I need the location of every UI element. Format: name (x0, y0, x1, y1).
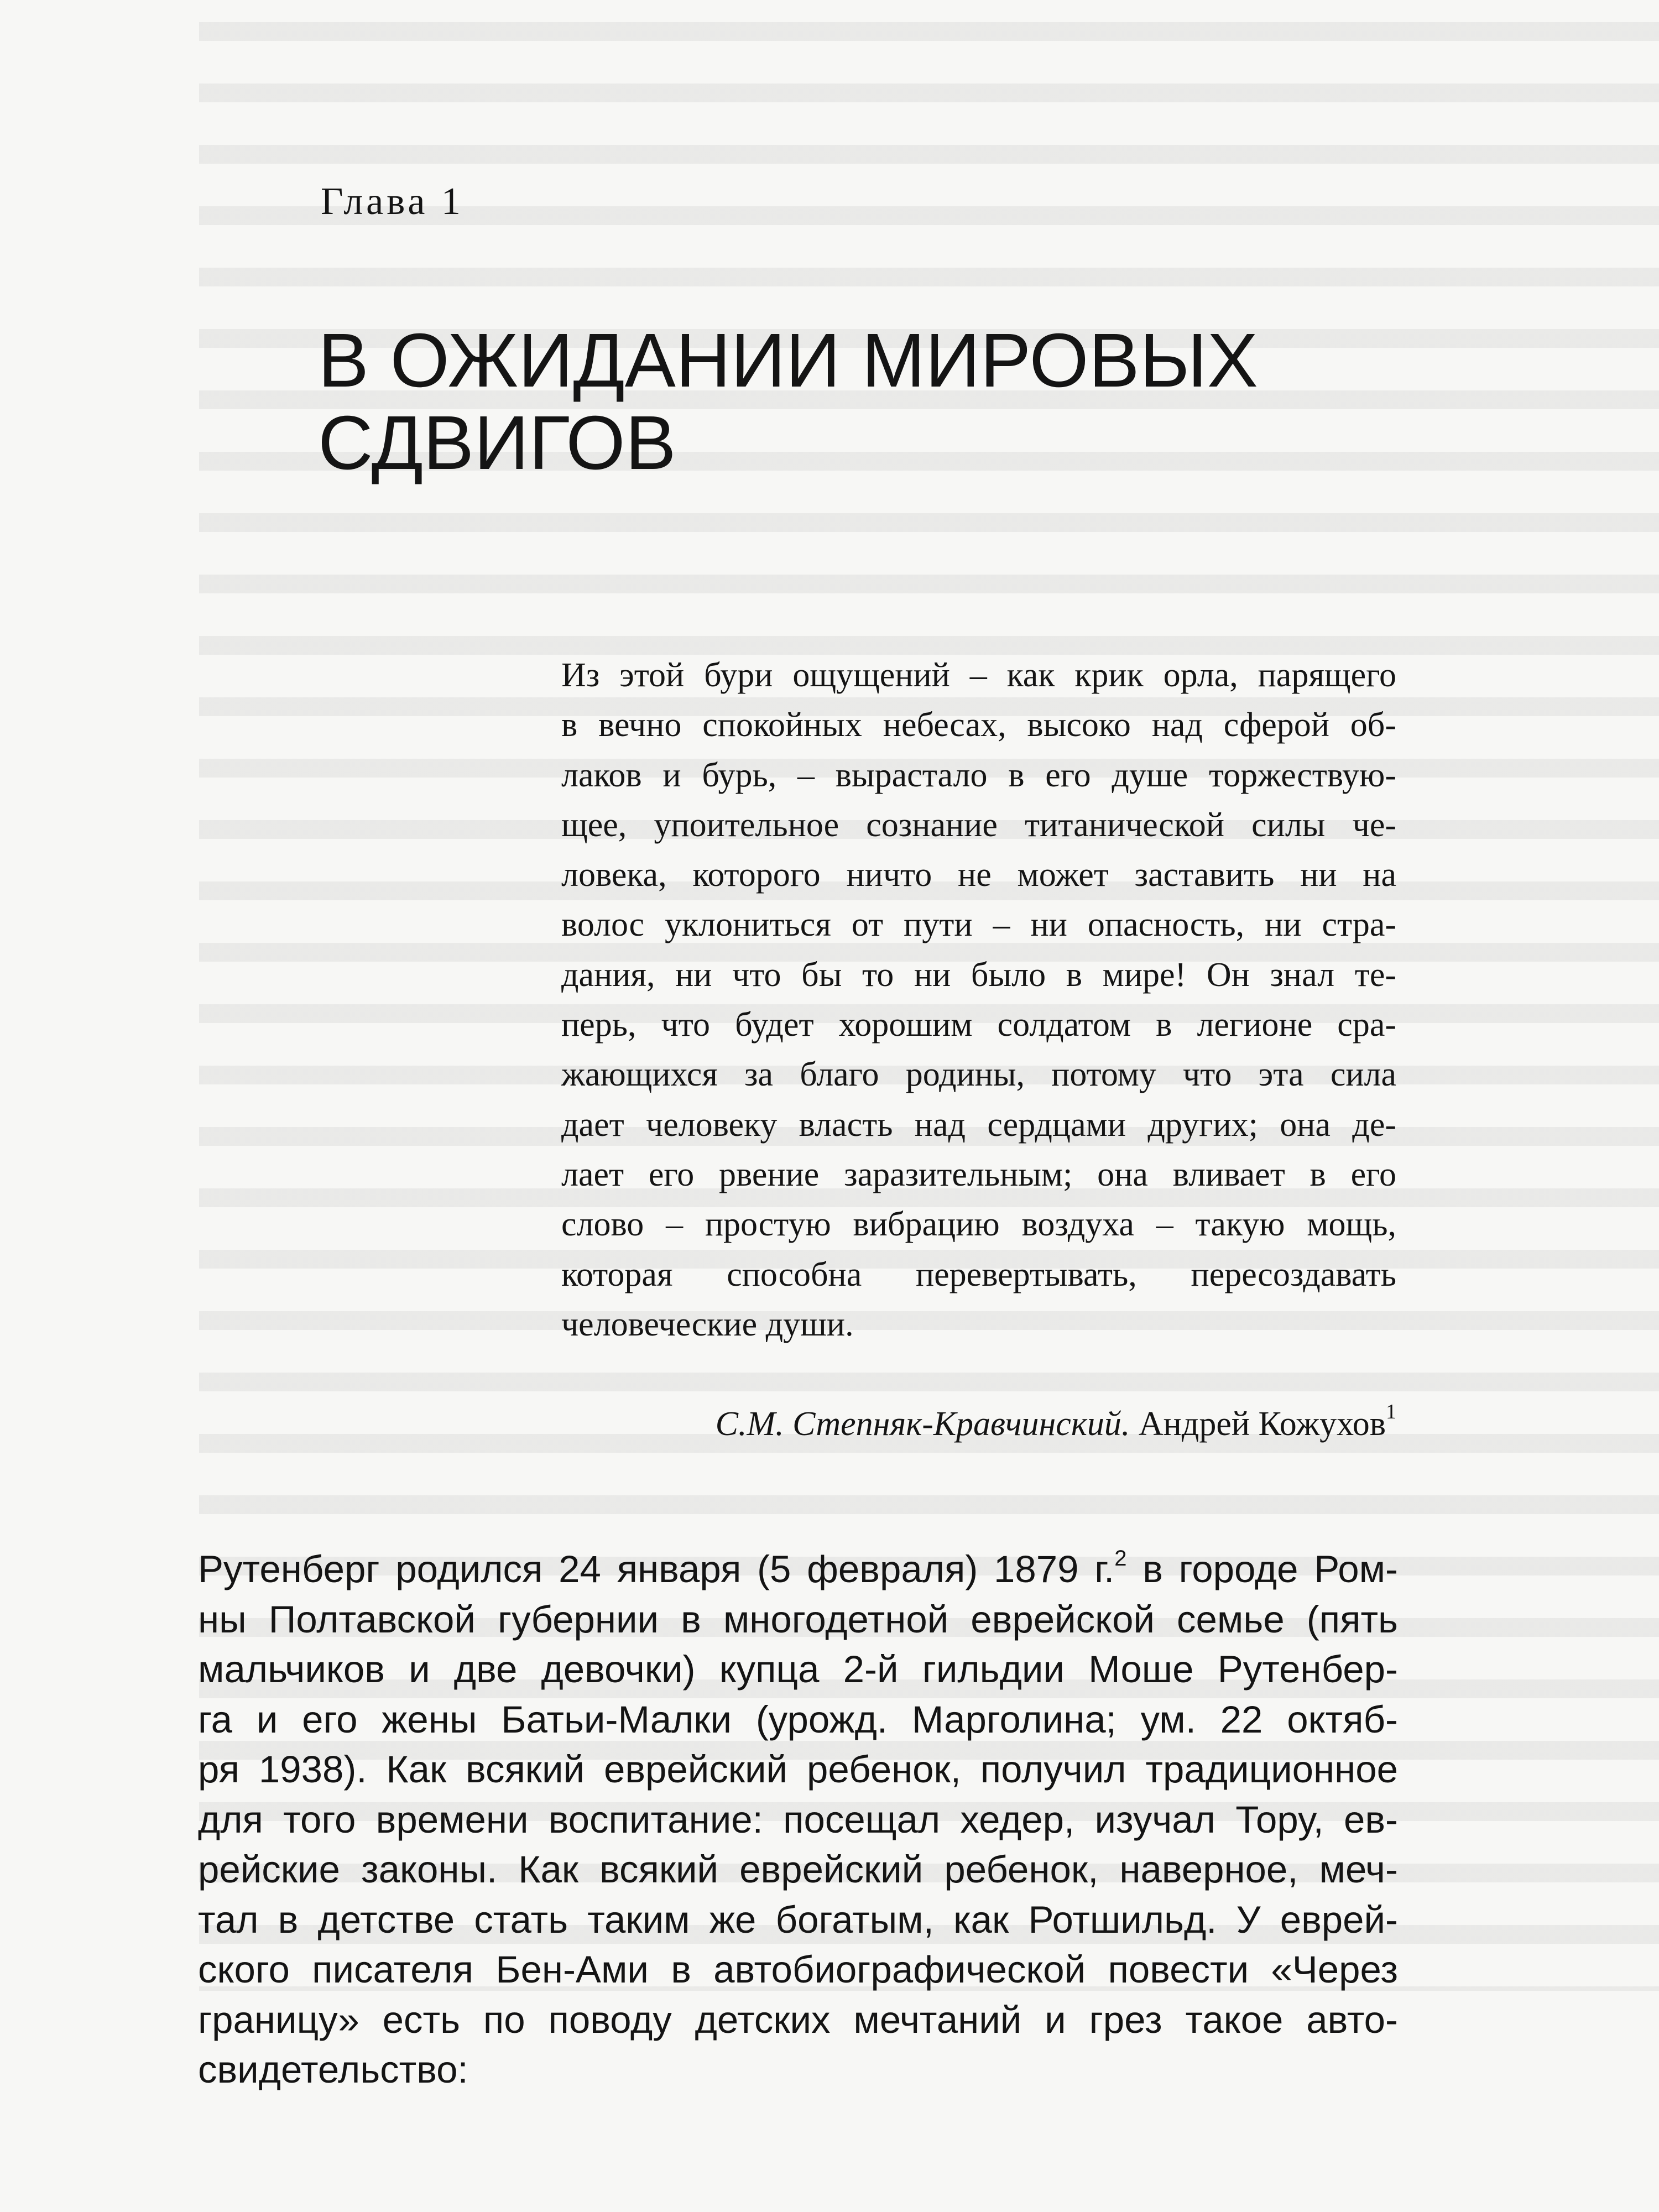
body-paragraph (198, 1545, 1398, 2095)
epigraph-line: волос уклониться от пути – ни опасность, ни стра- (561, 906, 1396, 944)
body-line-text: Рутенберг родился 24 января (5 февраля) 1879 г. (198, 1548, 1115, 1590)
body-line: границу» есть по поводу детских мечтаний и грез такое авто- (198, 1998, 1398, 2041)
epigraph (561, 650, 1396, 1349)
body-line: мальчиков и две девочки) купца 2-й гильдии Моше Рутенбер- (198, 1648, 1398, 1691)
epigraph-line: щее, упоительное сознание титанической силы че- (561, 806, 1396, 844)
body-line-text: в городе Ром- (1126, 1548, 1399, 1590)
epigraph-line: ловека, которого ничто не может заставить ни на (561, 856, 1396, 894)
body-line: ны Полтавской губернии в многодетной еврейской семье (пять (198, 1598, 1398, 1641)
epigraph-line: в вечно спокойных небесах, высоко над сферой об- (561, 706, 1396, 744)
chapter-title-line: В ОЖИДАНИИ МИРОВЫХ (318, 318, 1258, 403)
chapter-label: Глава 1 (321, 180, 464, 223)
body-line: рейские законы. Как всякий еврейский ребенок, наверное, меч- (198, 1848, 1398, 1891)
body-line: ского писателя Бен-Ами в автобиографической повести «Через (198, 1948, 1398, 1991)
epigraph-line: жающихся за благо родины, потому что эта сила (561, 1056, 1396, 1094)
epigraph-author: С.М. Степняк-Кравчинский. (715, 1405, 1130, 1443)
footnote-marker[interactable]: 2 (1114, 1546, 1127, 1571)
epigraph-work: Андрей Кожухов (1138, 1405, 1386, 1443)
body-line: га и его жены Батьи-Малки (урожд. Марголина; ум. 22 октяб- (198, 1698, 1398, 1741)
chapter-title-line: СДВИГОВ (318, 400, 676, 486)
epigraph-line: дает человеку власть над сердцами других; она де- (561, 1105, 1396, 1144)
epigraph-line: перь, что будет хорошим солдатом в легионе сра- (561, 1006, 1396, 1044)
epigraph-attribution (561, 1399, 1396, 1449)
chapter-title (318, 320, 1479, 484)
body-line: для того времени воспитание: посещал хедер, изучал Тору, ев- (198, 1798, 1398, 1841)
epigraph-line: которая способна перевертывать, пересоздавать (561, 1255, 1396, 1293)
epigraph-line: лаков и бурь, – вырастало в его душе торжествую- (561, 756, 1396, 794)
body-line: ря 1938). Как всякий еврейский ребенок, получил традиционное (198, 1748, 1398, 1791)
epigraph-line: человеческие души. (561, 1305, 854, 1343)
body-line: свидетельство: (198, 2048, 468, 2091)
epigraph-line: лает его рвение заразительным; она вливает в его (561, 1155, 1396, 1193)
epigraph-line: Из этой бури ощущений – как крик орла, парящего (561, 656, 1396, 694)
epigraph-line: слово – простую вибрацию воздуха – такую мощь, (561, 1206, 1396, 1244)
body-line (198, 1545, 1398, 1595)
body-line: тал в детстве стать таким же богатым, как Ротшильд. У еврей- (198, 1898, 1398, 1941)
epigraph-line: дания, ни что бы то ни было в мире! Он знал те- (561, 956, 1396, 994)
footnote-marker[interactable]: 1 (1386, 1400, 1396, 1423)
